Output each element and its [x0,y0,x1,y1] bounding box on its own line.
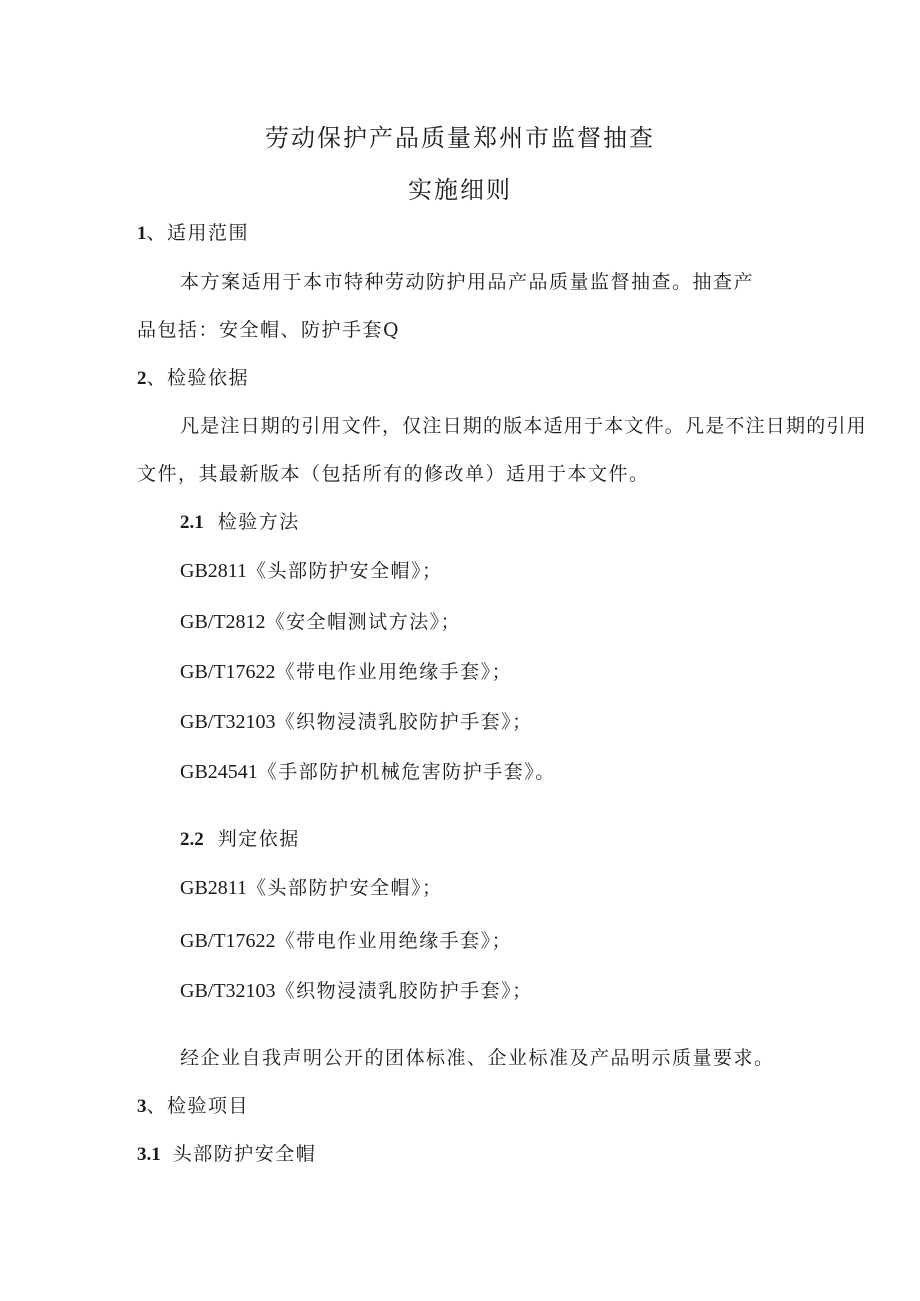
standard-code: GB/T17622 [180,930,276,952]
standard-code: GB/T32103 [180,711,276,733]
criteria-note: 经企业自我声明公开的团体标准、企业标准及产品明示质量要求。 [180,1047,775,1069]
section-2-paragraph-line: 凡是注日期的引用文件，仅注日期的版本适用于本文件。凡是不注日期的引用 [180,415,867,437]
subsection-2-1-heading [180,507,300,534]
subsection-2-2-heading [180,824,300,851]
standard-name: 《手部防护机械危害防护手套》。 [257,761,556,783]
standard-code: GB2811 [180,560,248,582]
standard-name: 《织物浸渍乳胶防护手套》； [275,980,533,1002]
section-1-heading [137,218,249,245]
standard-name: 《头部防护安全帽》； [247,560,443,582]
section-1-paragraph-line: 品包括：安全帽、防护手套Q [137,319,401,341]
standard-code: GB/T2812 [180,611,266,633]
section-title: 、检验项目 [146,1095,250,1117]
method-item [180,657,512,684]
section-title: 、检验依据 [146,367,250,389]
standard-code: GB24541 [180,761,258,783]
method-item [180,607,461,634]
section-number: 3 [137,1096,147,1117]
standard-name: 《织物浸渍乳胶防护手套》； [275,711,533,733]
section-2-paragraph-line: 文件，其最新版本（包括所有的修改单）适用于本文件。 [137,463,650,485]
section-number: 2 [137,368,147,389]
criteria-item [180,926,512,953]
method-item [180,757,556,784]
criteria-item [180,976,533,1003]
standard-code: GB/T32103 [180,980,276,1002]
section-2-heading [137,363,249,390]
subsection-number: 3.1 [137,1144,161,1165]
section-number: 1 [137,223,147,244]
criteria-item [180,873,443,900]
subsection-title: 判定依据 [217,828,300,850]
section-1-paragraph-line: 本方案适用于本市特种劳动防护用品产品质量监督抽查。抽查产 [180,271,755,293]
standard-code: GB/T17622 [180,661,276,683]
method-item [180,707,533,734]
standard-name: 《安全帽测试方法》； [265,611,462,633]
standard-name: 《带电作业用绝缘手套》； [275,661,513,683]
section-3-heading [137,1091,249,1118]
subsection-number: 2.1 [180,512,204,533]
document-subtitle: 实施细则 [408,176,512,204]
method-item [180,556,443,583]
subsection-title: 检验方法 [217,511,300,533]
subsection-title: 头部防护安全帽 [172,1143,317,1165]
standard-name: 《头部防护安全帽》； [247,877,443,899]
section-title: 、适用范围 [146,222,250,244]
document-title: 劳动保护产品质量郑州市监督抽查 [265,124,655,152]
standard-code: GB2811 [180,877,248,899]
subsection-number: 2.2 [180,829,204,850]
standard-name: 《带电作业用绝缘手套》； [275,930,513,952]
subsection-3-1-heading [137,1139,316,1166]
